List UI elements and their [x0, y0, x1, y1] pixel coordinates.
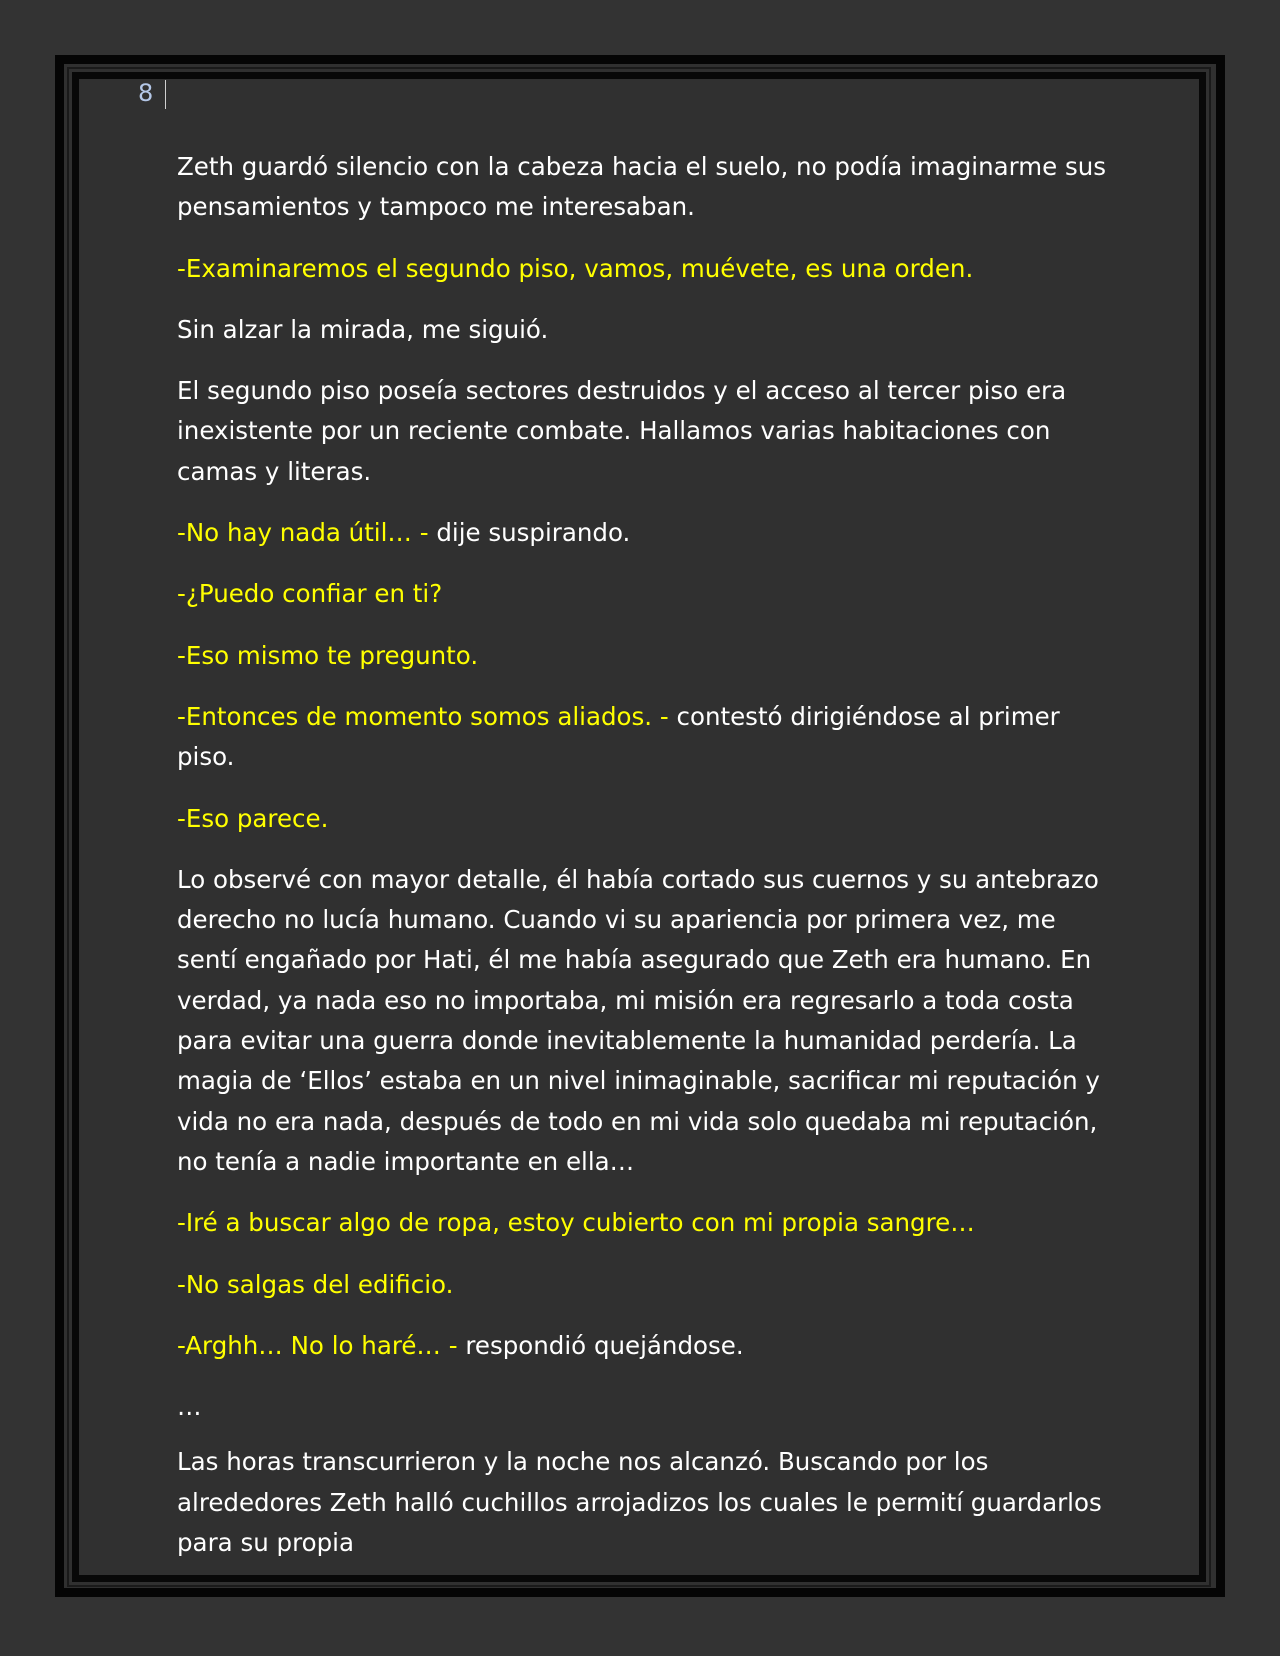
dialogue-speech: -Eso parece.: [177, 803, 329, 833]
page-number-divider: [165, 80, 166, 109]
paragraph-narration: Zeth guardó silencio con la cabeza hacia el suelo, no podía imaginarme sus pensamientos y tampoco me interesaban.: [177, 152, 1107, 222]
dialogue-speech: -Arghh… No lo haré… -: [177, 1330, 458, 1360]
paragraph-dialogue: [177, 249, 1117, 289]
dialogue-tag: respondió quejándose.: [457, 1330, 744, 1360]
paragraph-dialogue: [177, 697, 1117, 778]
paragraph-dialogue: [177, 513, 1117, 553]
paragraph-dialogue: [177, 636, 1117, 676]
paragraph-dialogue: [177, 1203, 1117, 1243]
paragraph-dialogue: [177, 1326, 1117, 1366]
page-body: [177, 147, 1117, 1584]
dialogue-tag: dije suspirando.: [428, 518, 631, 548]
scene-break: …: [177, 1392, 202, 1422]
dialogue-speech: -Eso mismo te pregunto.: [177, 640, 479, 670]
paragraph-narration: Sin alzar la mirada, me siguió.: [177, 314, 549, 344]
paragraph-dialogue: [177, 574, 1117, 614]
dialogue-tag: contestó dirigiéndose al primer piso.: [177, 701, 1060, 772]
paragraph-narration: El segundo piso poseía sectores destruidos y el acceso al tercer piso era inexistente por un reciente combate. Hallamos varias habitaciones con camas y literas.: [177, 376, 1067, 486]
dialogue-speech: -No hay nada útil… -: [177, 518, 429, 548]
dialogue-speech: -Entonces de momento somos aliados. -: [177, 701, 669, 731]
dialogue-speech: -¿Puedo confiar en ti?: [177, 579, 443, 609]
paragraph-dialogue: [177, 1265, 1117, 1305]
dialogue-speech: -Examinaremos el segundo piso, vamos, muévete, es una orden.: [177, 253, 974, 283]
dialogue-speech: -Iré a buscar algo de ropa, estoy cubierto con mi propia sangre…: [177, 1208, 975, 1238]
paragraph-narration: Las horas transcurrieron y la noche nos alcanzó. Buscando por los alrededores Zeth halló cuchillos arrojadizos los cuales le permití guardarlos para su propia: [177, 1447, 1102, 1558]
paragraph-narration: Lo observé con mayor detalle, él había cortado sus cuernos y su antebrazo derecho no lucía humano. Cuando vi su apariencia por primera vez, me sentí engañado por Hati, él me había asegurado que Zeth era humano. En verdad, ya nada eso no importaba, mi misión era regresarlo a toda costa para evitar una guerra donde inevitablemente la humanidad perdería. La magia de ‘Ellos’ estaba en un nivel inimaginable, sacrificar mi reputación y vida no era nada, después de todo en mi vida solo quedaba mi reputación, no tenía a nadie importante en ella…: [177, 864, 1100, 1176]
dialogue-speech: -No salgas del edificio.: [177, 1269, 454, 1299]
page-number: 8: [138, 79, 154, 107]
paragraph-dialogue: [177, 799, 1117, 839]
